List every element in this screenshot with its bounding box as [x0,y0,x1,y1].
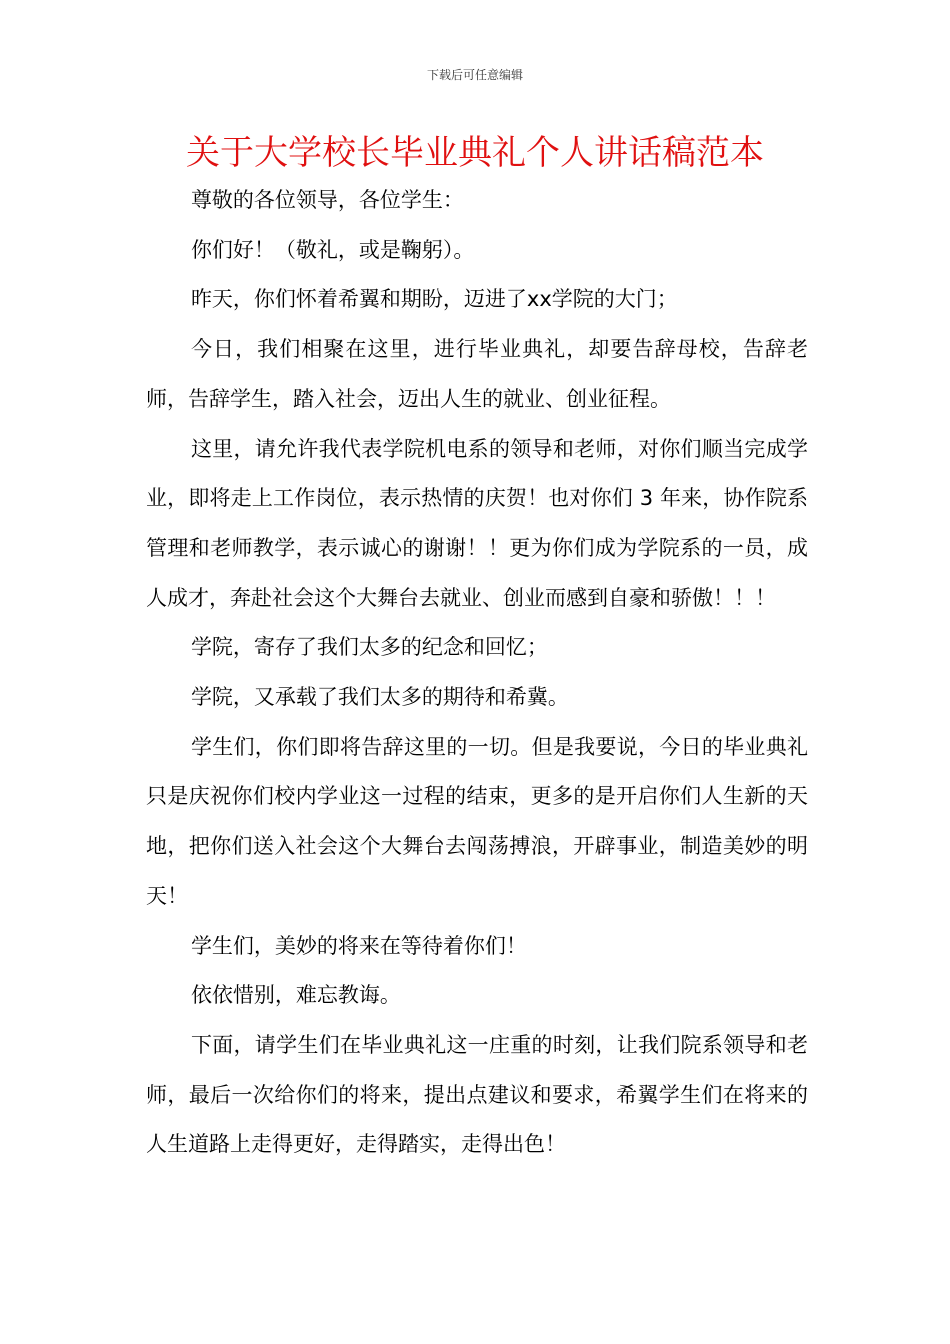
paragraph: 学生们，美妙的将来在等待着你们！ [190,933,527,958]
document-title: 关于大学校长毕业典礼个人讲话稿范本 [186,133,764,173]
paragraph: 学生们，你们即将告辞这里的一切。但是我要说，今日的毕业典礼只是庆祝你们校内学业这一过程的结束，更多的是开启你们人生新的天地，把你们送入社会这个大舞台去闯荡搏浪，开辟事业，制造美妙的明天！ [146,734,808,908]
paragraph: 下面，请学生们在毕业典礼这一庄重的时刻，让我们院系领导和老师，最后一次给你们的将来，提出点建议和要求，希翼学生们在将来的人生道路上走得更好，走得踏实，走得出色！ [146,1032,808,1157]
document-body [146,176,808,1170]
paragraph: 学院，又承载了我们太多的期待和希冀。 [190,685,569,710]
header-note: 下载后可任意编辑 [426,68,523,82]
paragraph: 尊敬的各位领导，各位学生： [190,188,464,212]
paragraph: 你们好！（敬礼，或是鞠躬）。 [190,237,475,262]
paragraph: 昨天，你们怀着希翼和期盼，迈进了xx学院的大门； [190,287,678,312]
paragraph: 依依惜别，难忘教诲。 [190,983,401,1008]
paragraph: 这里，请允许我代表学院机电系的领导和老师，对你们顺当完成学业，即将走上工作岗位，表示热情的庆贺！也对你们 3 年来，协作院系管理和老师教学，表示诚心的谢谢！！更为你们成为学院系的一员，成人成才，奔赴社会这个大舞台去就业、创业而感到自豪和骄傲！！！ [146,436,808,610]
paragraph: 学院，寄存了我们太多的纪念和回忆； [190,635,548,660]
paragraph: 今日，我们相聚在这里，进行毕业典礼，却要告辞母校，告辞老师，告辞学生，踏入社会，迈出人生的就业、创业征程。 [146,337,808,411]
